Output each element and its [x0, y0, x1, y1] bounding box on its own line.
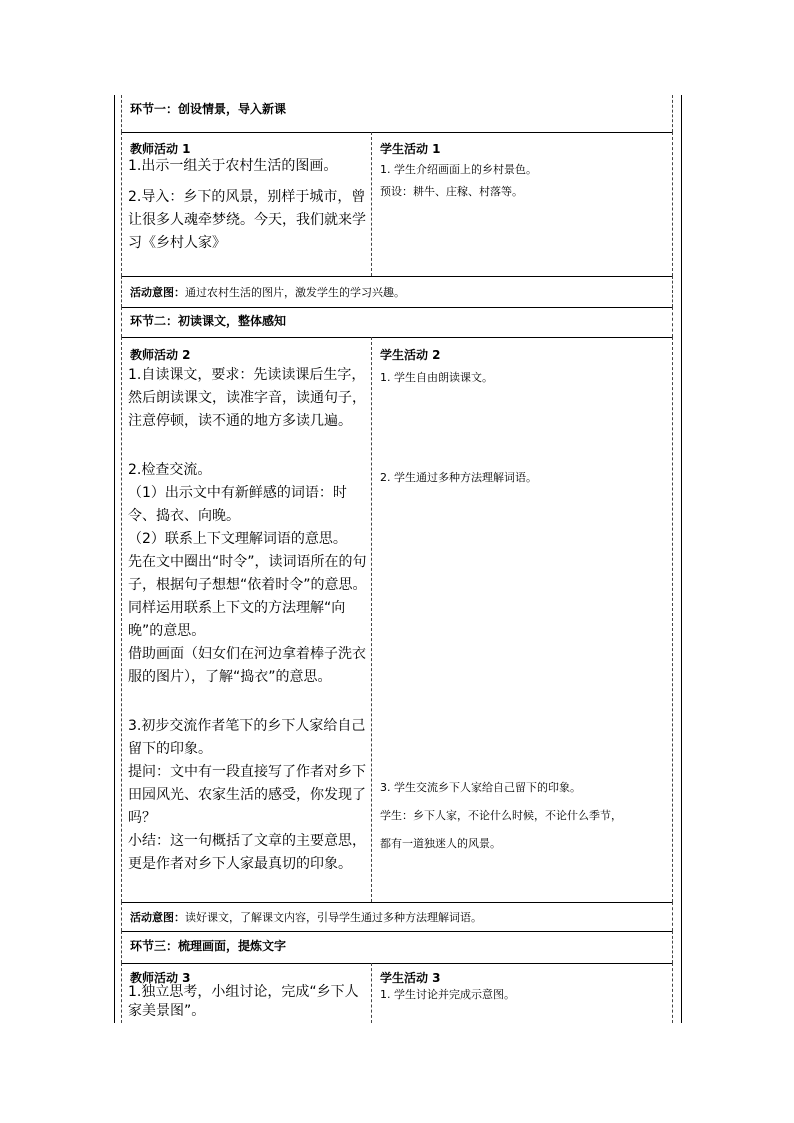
section-1-intent-row: [121, 276, 673, 307]
teacher-activity-3-label: 教师活动 3: [130, 971, 191, 985]
student-activity-3-label: 学生活动 3: [380, 971, 441, 985]
section-3-header: 环节三：梳理画面，提炼文字: [130, 939, 287, 953]
teacher-paragraph: 2.检查交流。: [128, 462, 212, 478]
teacher-activity-3-content: [128, 983, 368, 1021]
section-2-header: 环节二：初读课文，整体感知: [130, 314, 287, 328]
teacher-paragraph: 3.初步交流作者笔下的乡下人家给自己留下的印象。: [128, 718, 366, 757]
column-divider: [371, 963, 372, 1023]
teacher-paragraph: 1.出示一组关于农村生活的图画。: [128, 158, 338, 174]
student-activity-1-label: 学生活动 1: [380, 142, 441, 156]
student-paragraph: 2. 学生通过多种方法理解词语。: [380, 471, 537, 484]
section-3-header-row: [121, 931, 673, 963]
section-1-header-row: [121, 95, 673, 132]
student-activity-2-label: 学生活动 2: [380, 348, 441, 362]
column-divider: [371, 132, 372, 276]
section-2-header-row: [121, 307, 673, 337]
teacher-paragraph: 2.导入：乡下的风景，别样于城市，曾让很多人魂牵梦绕。今天，我们就来学习《乡村人家》: [128, 189, 366, 251]
column-divider: [371, 337, 372, 902]
intent-label: 活动意图：: [130, 911, 185, 924]
section-2-activity-row: [121, 337, 673, 902]
teacher-paragraph: （2）联系上下文理解词语的意思。: [128, 531, 347, 547]
section-1-intent-text: 通过农村生活的图片，激发学生的学习兴趣。: [185, 286, 405, 299]
student-paragraph: 3. 学生交流乡下人家给自己留下的印象。: [380, 781, 581, 794]
student-paragraph: 预设：耕牛、庄稼、村落等。: [380, 185, 523, 198]
section-1-activity-row: [121, 132, 673, 276]
student-paragraph: 都有一道独迷人的风景。: [380, 837, 501, 850]
section-1-header: 环节一：创设情景，导入新课: [130, 102, 287, 116]
teacher-paragraph: 1.自读课文，要求：先读读课后生字，然后朗读课文，读准字音，读通句子，注意停顿，读不通的地方多读几遍。: [128, 367, 366, 429]
teacher-activity-1-label: 教师活动 1: [130, 142, 191, 156]
teacher-paragraph: （1）出示文中有新鲜感的词语：时令、捣衣、向晚。: [128, 485, 347, 524]
student-paragraph: 学生：乡下人家，不论什么时候，不论什么季节，: [380, 809, 622, 822]
teacher-paragraph: 提问：文中有一段直接写了作者对乡下田园风光、农家生活的感受，你发现了吗？: [128, 764, 366, 826]
teacher-activity-2-label: 教师活动 2: [130, 348, 191, 362]
student-paragraph: 1. 学生介绍画面上的乡村景色。: [380, 163, 537, 176]
intent-label: 活动意图：: [130, 286, 185, 299]
teacher-activity-1-content: [128, 155, 368, 255]
section-2-intent-text: 读好课文，了解课文内容，引导学生通过多种方法理解词语。: [185, 911, 482, 924]
teacher-paragraph: 1.独立思考，小组讨论，完成“乡下人家美景图”。: [128, 984, 359, 1019]
teacher-paragraph: 小结：这一句概括了文章的主要意思，更是作者对乡下人家最真切的印象。: [128, 833, 366, 872]
student-paragraph: 1. 学生自由朗读课文。: [380, 371, 493, 384]
section-3-activity-row: [121, 963, 673, 1023]
section-2-intent-row: [121, 902, 673, 931]
teacher-activity-2-content: [128, 364, 368, 876]
lesson-plan-table: [121, 95, 673, 1023]
student-paragraph: 1. 学生讨论并完成示意图。: [380, 988, 515, 1001]
teacher-paragraph: 先在文中圈出“时令”，读词语所在的句子，根据句子想想“依着时令”的意思。同样运用联系上下文的方法理解“向晚”的意思。: [128, 554, 367, 639]
teacher-paragraph: 借助画面（妇女们在河边拿着棒子洗衣服的图片），了解“捣衣”的意思。: [128, 646, 366, 685]
